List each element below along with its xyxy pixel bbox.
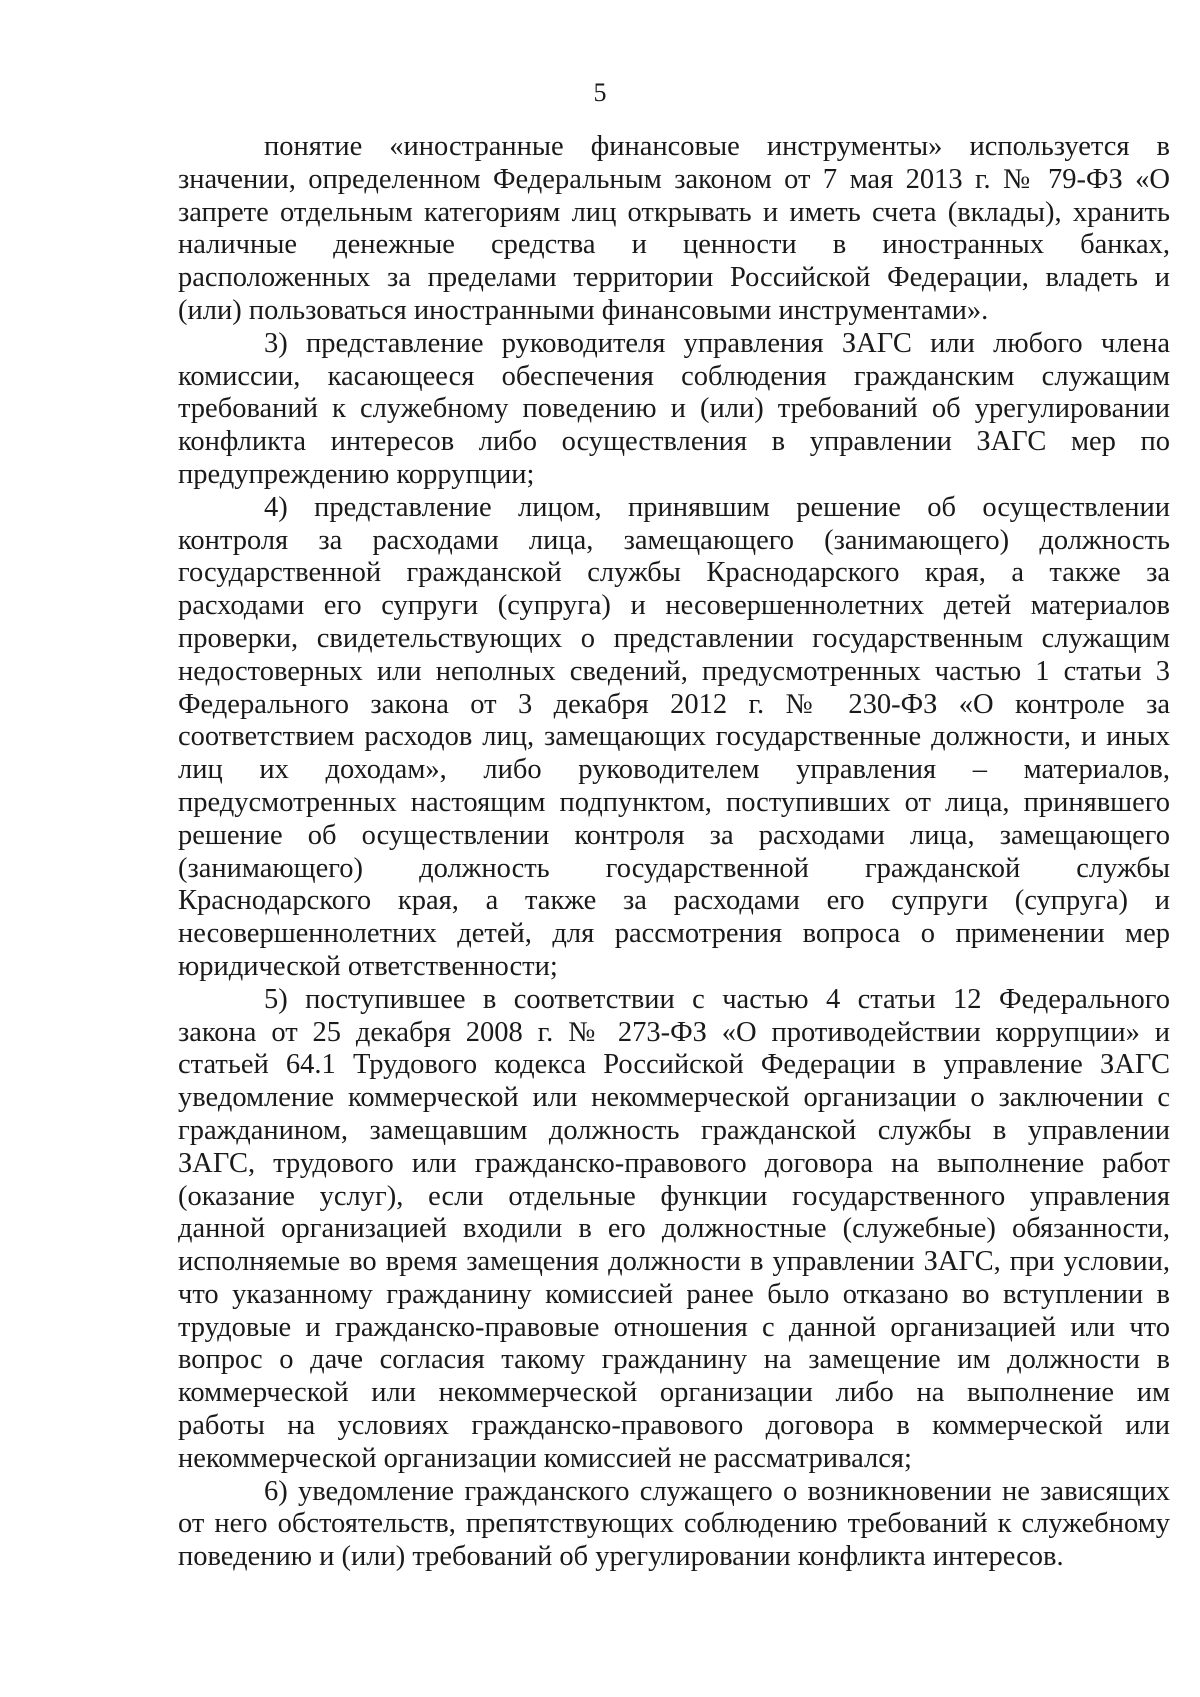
text-line: конфликта интересов либо осуществления в управлении ЗАГС мер по [178, 426, 1170, 458]
text-line: данной организацией входили в его должностные (служебные) обязанности, [178, 1213, 1170, 1245]
paragraph-item-5 [178, 984, 1170, 1476]
text-line: уведомление коммерческой или некоммерческой организации о заключении с [178, 1082, 1170, 1114]
text-line: недостоверных или неполных сведений, предусмотренных частью 1 статьи 3 [178, 655, 1170, 687]
paragraph-item-6 [178, 1476, 1170, 1574]
text-line: расположенных за пределами территории Российской Федерации, владеть и [178, 262, 1170, 294]
text-line: наличные денежные средства и ценности в иностранных банках, [178, 229, 1170, 261]
text-line: коммерческой или некоммерческой организации либо на выполнение им [178, 1377, 1170, 1409]
text-line: статьей 64.1 Трудового кодекса Российской Федерации в управление ЗАГС [178, 1049, 1170, 1081]
text-line: что указанному гражданину комиссией ранее было отказано во вступлении в [178, 1278, 1170, 1310]
text-line: трудовые и гражданско-правовые отношения с данной организацией или что [178, 1311, 1170, 1343]
text-line: Федерального закона от 3 декабря 2012 г. № 230-ФЗ «О контроле за [178, 688, 1170, 720]
text-line: запрете отдельным категориям лиц открывать и иметь счета (вклады), хранить [178, 196, 1170, 228]
text-line: 3) представление руководителя управления ЗАГС или любого члена [264, 327, 1170, 359]
text-line: работы на условиях гражданско-правового договора в коммерческой или [178, 1410, 1170, 1442]
text-line: от него обстоятельств, препятствующих соблюдению требований к служебному [178, 1508, 1170, 1540]
text-line: предупреждению коррупции; [178, 458, 535, 490]
paragraph-item-4 [178, 492, 1170, 984]
text-line: расходами его супруги (супруга) и несовершеннолетних детей материалов [178, 590, 1170, 622]
paragraph-item-3 [178, 328, 1170, 492]
text-line: понятие «иностранные финансовые инструменты» используется в [264, 131, 1170, 162]
text-line: вопрос о даче согласия такому гражданину на замещение им должности в [178, 1344, 1170, 1376]
text-line: 6) уведомление гражданского служащего о возникновении не зависящих [264, 1475, 1170, 1507]
document-body [178, 131, 1170, 1574]
text-line: контроля за расходами лица, замещающего (занимающего) должность [178, 524, 1170, 556]
text-line: исполняемые во время замещения должности в управлении ЗАГС, при условии, [178, 1246, 1170, 1278]
text-line: комиссии, касающееся обеспечения соблюдения гражданским служащим [178, 360, 1170, 392]
text-line: поведению и (или) требований об урегулировании конфликта интересов. [178, 1541, 1064, 1573]
text-line: проверки, свидетельствующих о представлении государственным служащим [178, 622, 1170, 654]
text-line: лиц их доходам», либо руководителем управления – материалов, [178, 754, 1170, 786]
text-line: требований к служебному поведению и (или) требований об урегулировании [178, 393, 1170, 425]
text-line: закона от 25 декабря 2008 г. № 273-ФЗ «О противодействии коррупции» и [178, 1016, 1170, 1048]
page-number: 5 [593, 78, 607, 107]
text-line: 5) поступившее в соответствии с частью 4 статьи 12 Федерального [264, 983, 1170, 1015]
text-line: соответствием расходов лиц, замещающих государственные должности, и иных [178, 721, 1170, 753]
text-line: несовершеннолетних детей, для рассмотрения вопроса о применении мер [178, 918, 1170, 950]
text-line: государственной гражданской службы Краснодарского края, а также за [178, 557, 1170, 589]
text-line: значении, определенном Федеральным законом от 7 мая 2013 г. № 79-ФЗ «О [178, 163, 1170, 195]
text-line: предусмотренных настоящим подпунктом, поступивших от лица, принявшего [178, 786, 1170, 818]
text-line: 4) представление лицом, принявшим решение об осуществлении [264, 491, 1170, 523]
text-line: ЗАГС, трудового или гражданско-правового договора на выполнение работ [178, 1147, 1170, 1179]
text-line: (оказание услуг), если отдельные функции государственного управления [178, 1180, 1170, 1212]
text-line: Краснодарского края, а также за расходами его супруги (супруга) и [178, 885, 1170, 917]
text-line: (занимающего) должность государственной гражданской службы [178, 852, 1170, 884]
text-line: некоммерческой организации комиссией не рассматривался; [178, 1442, 912, 1474]
text-line: (или) пользоваться иностранными финансовыми инструментами». [178, 294, 989, 326]
paragraph-foreign-instruments [178, 131, 1170, 328]
text-line: юридической ответственности; [178, 950, 558, 982]
text-line: гражданином, замещавшим должность гражданской службы в управлении [178, 1114, 1170, 1146]
text-line: решение об осуществлении контроля за расходами лица, замещающего [178, 819, 1170, 851]
